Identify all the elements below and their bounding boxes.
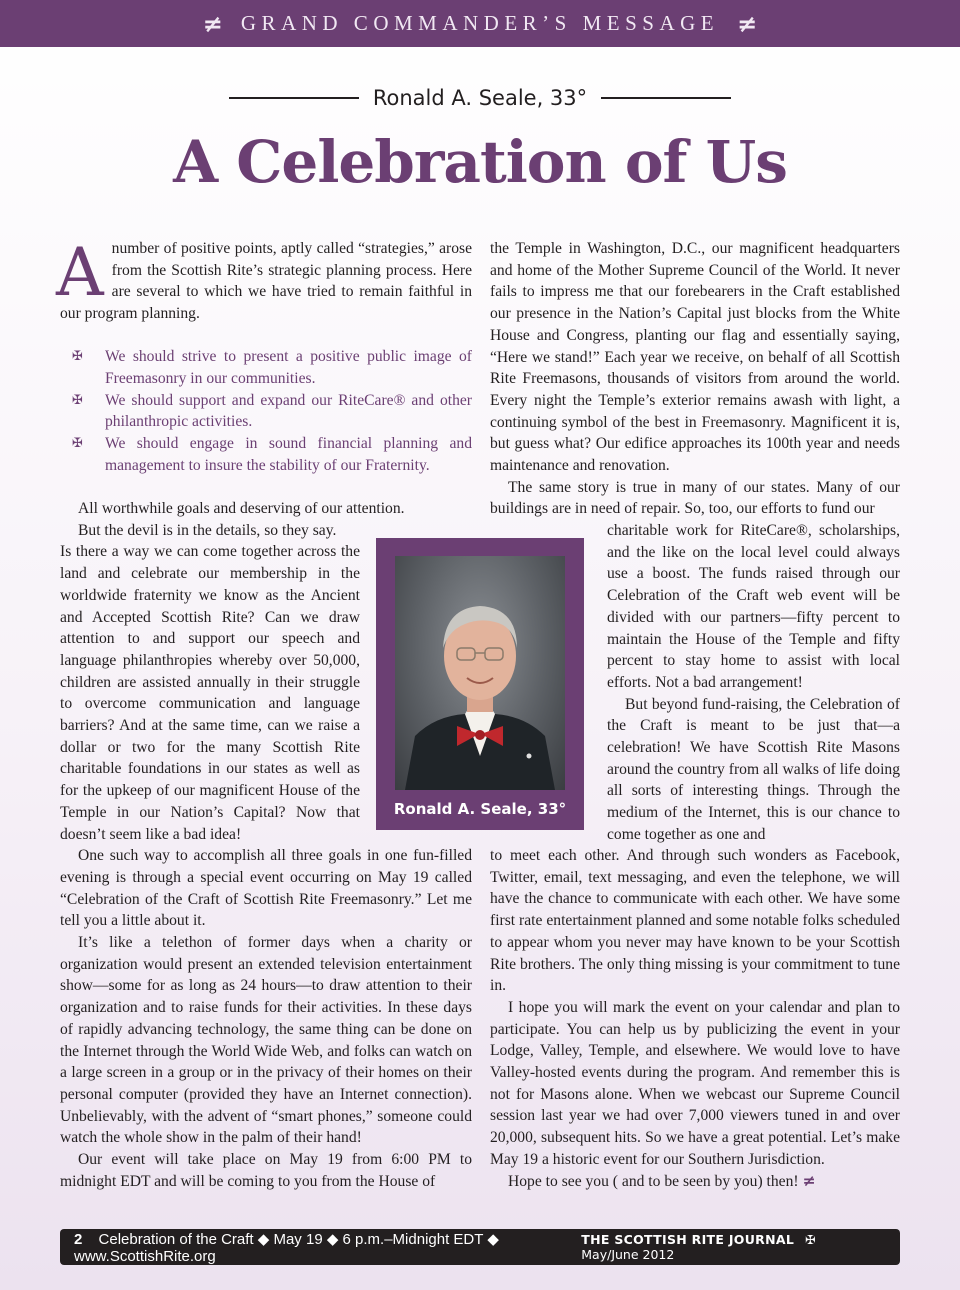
divider: [601, 97, 731, 99]
paragraph: I hope you will mark the event on your calendar and plan to participate. You can help us by publicizing the event in your Lodge, Valley, Temple, and elsewhere. We would love to have Valley-hosted events during the program. And remember this is not for Masons alone. When we webcast our Supreme Council session last year we had over 7,000 viewers tuned in and over 20,000, subsequent hits. So we have a great potential. Let’s make May 19 a historic event for our Southern Jurisdiction.: [490, 998, 900, 1168]
portrait-photo: [395, 556, 565, 790]
intro-text: number of positive points, aptly called “strategies,” arose from the Scottish Rite’s strategic planning process. Here are several to which we have tried to remain faithful in our program planning.: [60, 240, 472, 323]
paragraph: [490, 1171, 900, 1193]
cross-separator-icon: ✠: [805, 1232, 816, 1247]
footer-right: [581, 1232, 882, 1262]
cross-bullet-icon: ✠: [72, 392, 83, 408]
portrait-frame: [376, 538, 584, 830]
cross-bullet-icon: ✠: [72, 349, 83, 364]
author-byline: Ronald A. Seale, 33°: [372, 86, 588, 110]
paragraph: Is there a way we can come together across the land and celebrate our membership in the worldwide fraternity we know as the Ancient and Accepted Scottish Rite? Can we draw attention to and support our speech and language philanthropies whereby over 50,000, children are assisted annually in their struggle to overcome communication and language barriers? And at the same time, can we raise a dollar or two for the many Scottish Rite charitable foundations in our states as well as for the upkeep of our magnificent House of the Temple in our Nation’s Capital? Now that doesn’t seem like a bad idea!: [60, 543, 360, 843]
mason-mark-icon: ≠: [737, 9, 758, 38]
issue-date: May/June 2012: [581, 1247, 675, 1262]
end-mark-icon: ≠: [802, 1171, 816, 1190]
list-item-text: We should support and expand our RiteCare® and other philanthropic activities.: [105, 391, 472, 431]
paragraph: charitable work for RiteCare®, scholarships, and the like on the local level could always use a boost. The funds raised through our Celebration of the Craft web event will be divided with our partners—fifty percent to maintain the House of the Temple and fifty percent to stay home to assist with local efforts. Not a bad arrangement!: [607, 522, 900, 691]
article-headline: A Celebration of Us: [173, 128, 787, 196]
section-title: GRAND COMMANDER’S MESSAGE: [240, 11, 720, 35]
right-column-wrap-around-photo: [607, 520, 900, 846]
paragraph: But beyond fund-raising, the Celebration of the Craft is meant to be just that—a celebration! We have Scottish Rite Masons around the country from all walks of life doing all sorts of interesting things. Through the medium of the Internet, this is our chance to come together as one and: [607, 695, 900, 843]
portrait-illustration: [395, 556, 565, 790]
photo-caption: Ronald A. Seale, 33°: [393, 800, 567, 818]
page-footer: [60, 1229, 900, 1265]
divider: [229, 97, 359, 99]
section-banner: [0, 0, 960, 47]
paragraph: It’s like a telethon of former days when a charity or organization would present an extended television entertainment show—some for as long as 24 hours—to draw attention to their organization and to raise funds for their activities. In these days of rapidly advancing technology, the same thing can be done on the Internet through the World Wide Web, and folks can watch on a large screen in a group or in the privacy of their homes on their personal computer (provided they have an Internet connection). Unbelievably, with the advent of “smart phones,” someone could watch the whole show in the palm of their hand!: [60, 934, 472, 1147]
list-item: [72, 433, 472, 477]
right-column-lower-body: [490, 845, 900, 1192]
list-item: [72, 346, 472, 390]
paragraph-wrap-around-photo: [60, 520, 360, 846]
strategy-list: [72, 346, 472, 477]
byline-row: [0, 82, 960, 114]
paragraph: But the devil is in the details, so they say.: [78, 521, 337, 539]
mason-mark-icon: ≠: [202, 9, 223, 38]
paragraph: One such way to accomplish all three goals in one fun-filled evening is through a special event occurring on May 19 called “Celebration of the Craft of Scottish Rite Freemasonry.” Let me tell you a little about it.: [60, 847, 472, 930]
cross-bullet-icon: ✠: [72, 436, 83, 452]
intro-paragraph: [56, 234, 472, 325]
drop-cap: A: [56, 234, 104, 311]
paragraph: to meet each other. And through such wonders as Facebook, Twitter, email, text messaging, and even the telephone, we will have the chance to communicate with each other. We have some first rate entertainment planned and some notable folks scheduled to appear whom you never may have known to be your Scottish Rite brothers. The only thing missing is your commitment to tune in.: [490, 847, 900, 995]
page-number: 2: [74, 1230, 83, 1248]
list-item-text: We should strive to present a positive public image of Freemasonry in our communities.: [105, 348, 472, 387]
paragraph: the Temple in Washington, D.C., our magnificent headquarters and home of the Mother Supreme Council of the World. It never fails to impress me that our forebearers in the Craft established our presence in the Nation’s Capital just blocks from the White House and Congress, planting our flag and essentially saying, “Here we stand!” Each year we receive, on behalf of all Scottish Rite Freemasons, thousands of visitors from around the world. Every night the Temple’s exterior remains awash with light, a continuing symbol of the best in Freemasonry. Magnificent it is, but guess what? Our edifice approaches its 100th year and needs maintenance and renovation.: [490, 240, 900, 475]
paragraph: The same story is true in many of our states. Many of our buildings are in need of repair. So, too, our efforts to fund our: [490, 478, 900, 518]
journal-name: THE SCOTTISH RITE JOURNAL: [581, 1232, 795, 1247]
footer-left: [74, 1230, 581, 1265]
closing-line: Hope to see you ( and to be seen by you) then!: [508, 1172, 799, 1190]
right-column-body: [490, 238, 900, 520]
list-item-text: We should engage in sound financial planning and management to insure the stability of our Fraternity.: [105, 435, 472, 474]
list-item: [72, 390, 472, 434]
event-line: Celebration of the Craft ◆ May 19 ◆ 6 p.m.–Midnight EDT ◆ www.ScottishRite.org: [74, 1230, 499, 1265]
paragraph: Our event will take place on May 19 from 6:00 PM to midnight EDT and will be coming to you from the House of: [60, 1151, 472, 1190]
paragraph: All worthwhile goals and deserving of our attention.: [78, 500, 405, 517]
